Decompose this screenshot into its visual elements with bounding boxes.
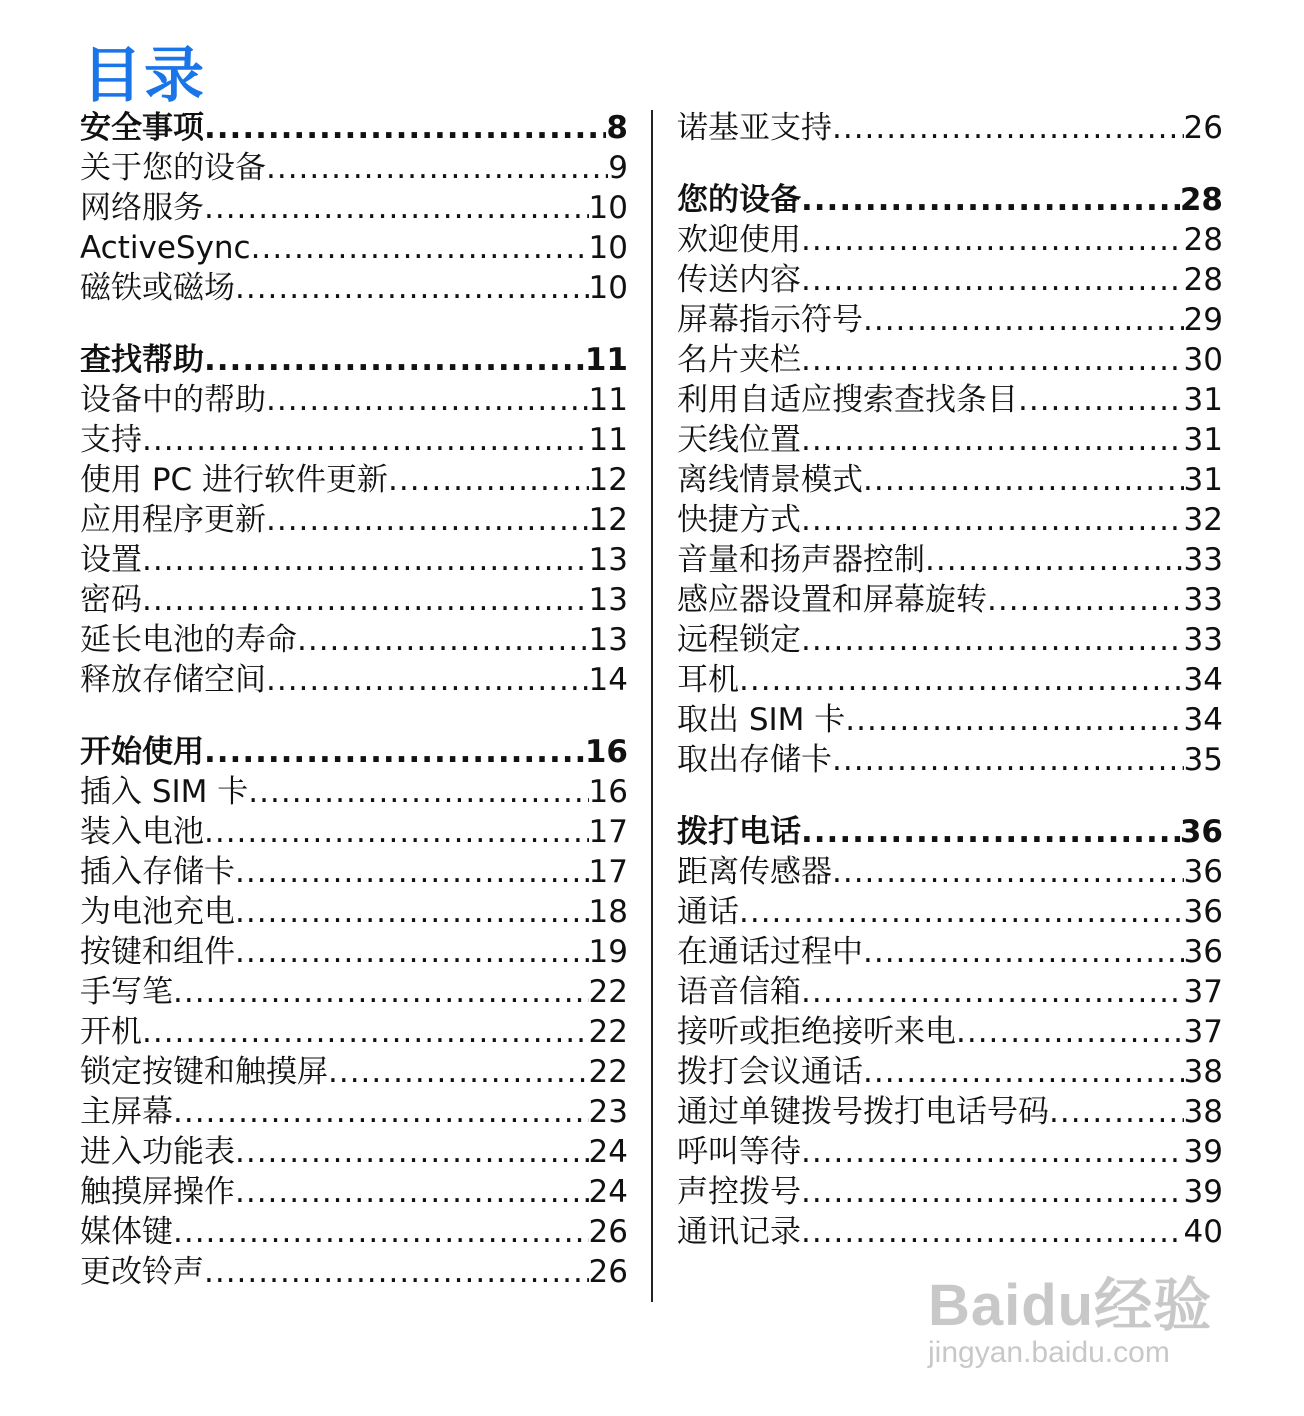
toc-entry[interactable] [80,460,628,500]
toc-entry-label: 安全事项 [80,110,204,146]
toc-entry-label: 音量和扬声器控制 [677,542,925,578]
dot-leader [266,660,589,700]
dot-leader [204,1252,589,1292]
toc-entry[interactable] [677,972,1223,1012]
toc-entry[interactable] [677,580,1223,620]
toc-entry-page-number: 33 [1183,542,1223,578]
toc-entry-label: 更改铃声 [80,1254,204,1290]
toc-entry[interactable] [677,740,1223,780]
toc-entry-page-number: 38 [1183,1094,1223,1130]
toc-entry-label: 为电池充电 [80,894,235,930]
toc-entry[interactable] [677,220,1223,260]
toc-entry[interactable] [80,580,628,620]
dot-leader [1018,380,1184,420]
dot-leader [204,108,606,148]
toc-entry-page-number: 16 [584,734,628,770]
toc-entry-page-number: 36 [1183,894,1223,930]
toc-entry-page-number: 37 [1183,1014,1223,1050]
toc-entry-page-number: 24 [588,1134,628,1170]
toc-entry[interactable] [80,660,628,700]
toc-entry-page-number: 23 [588,1094,628,1130]
dot-leader [388,460,589,500]
dot-leader [235,852,589,892]
toc-entry-page-number: 31 [1183,382,1223,418]
dot-leader [801,1132,1184,1172]
dot-leader [248,772,588,812]
dot-leader [801,260,1184,300]
toc-entry-page-number: 10 [588,270,628,306]
toc-entry[interactable] [677,660,1223,700]
toc-entry-label: 拨打会议通话 [677,1054,863,1090]
dot-leader [801,220,1184,260]
watermark-url: jingyan.baidu.com [928,1336,1170,1369]
dot-leader [801,500,1184,540]
toc-entry[interactable] [677,340,1223,380]
toc-entry-label: 距离传感器 [677,854,832,890]
dot-leader [266,148,608,188]
toc-entry[interactable] [677,1212,1223,1252]
toc-entry-label: 离线情景模式 [677,462,863,498]
toc-entry-label: 接听或拒绝接听来电 [677,1014,956,1050]
dot-leader [173,972,589,1012]
toc-entry[interactable] [677,620,1223,660]
toc-entry-label: 主屏幕 [80,1094,173,1130]
toc-entry[interactable] [677,932,1223,972]
dot-leader [142,420,589,460]
dot-leader [801,180,1180,220]
toc-entry-label: 插入 SIM 卡 [80,774,249,810]
toc-entry-page-number: 22 [588,1054,628,1090]
toc-entry-label: 天线位置 [677,422,801,458]
toc-entry[interactable] [677,1052,1223,1092]
toc-entry-label: 通话 [677,894,739,930]
toc-entry[interactable] [80,1212,628,1252]
toc-entry-page-number: 17 [588,854,628,890]
toc-entry[interactable] [80,1172,628,1212]
column-divider [651,110,653,1302]
toc-entry[interactable] [677,460,1223,500]
toc-entry-label: 欢迎使用 [677,222,801,258]
toc-entry[interactable] [80,772,628,812]
toc-entry-page-number: 38 [1183,1054,1223,1090]
dot-leader [801,972,1184,1012]
toc-entry[interactable] [80,228,628,268]
toc-entry[interactable] [80,1012,628,1052]
dot-leader [801,420,1184,460]
toc-entry-page-number: 8 [606,110,628,146]
toc-entry-page-number: 13 [588,542,628,578]
toc-entry[interactable] [677,1172,1223,1212]
toc-section-heading[interactable] [677,812,1223,852]
toc-entry-label: 设置 [80,542,142,578]
toc-entry-label: 关于您的设备 [80,150,266,186]
dot-leader [173,1092,589,1132]
toc-entry-page-number: 37 [1183,974,1223,1010]
dot-leader [739,660,1184,700]
toc-entry-page-number: 31 [1183,422,1223,458]
toc-section-heading[interactable] [677,180,1223,220]
dot-leader [142,580,589,620]
toc-entry-label: 远程锁定 [677,622,801,658]
toc-entry-page-number: 35 [1183,742,1223,778]
toc-entry[interactable] [677,1012,1223,1052]
toc-entry-label: 释放存储空间 [80,662,266,698]
toc-entry[interactable] [677,500,1223,540]
dot-leader [235,268,589,308]
toc-entry-page-number: 34 [1183,662,1223,698]
dot-leader [142,1012,589,1052]
dot-leader [328,1052,589,1092]
toc-entry-page-number: 26 [588,1254,628,1290]
toc-entry-page-number: 11 [588,382,628,418]
toc-entry-page-number: 18 [588,894,628,930]
dot-leader [801,620,1184,660]
toc-entry[interactable] [80,892,628,932]
toc-entry-label: 开机 [80,1014,142,1050]
toc-entry[interactable] [80,1052,628,1092]
toc-entry-page-number: 36 [1183,934,1223,970]
section-gap [80,700,628,732]
toc-entry-page-number: 10 [588,190,628,226]
toc-entry-label: 取出 SIM 卡 [677,702,846,738]
toc-entry[interactable] [677,852,1223,892]
dot-leader [801,340,1184,380]
toc-entry[interactable] [677,108,1223,148]
toc-entry-page-number: 14 [588,662,628,698]
dot-leader [204,340,585,380]
toc-entry[interactable] [80,852,628,892]
toc-entry-label: 屏幕指示符号 [677,302,863,338]
toc-entry-label: 媒体键 [80,1214,173,1250]
toc-entry-page-number: 31 [1183,462,1223,498]
toc-entry-page-number: 30 [1183,342,1223,378]
toc-entry-page-number: 13 [588,622,628,658]
toc-entry-label: 设备中的帮助 [80,382,266,418]
toc-entry-label: 拨打电话 [677,814,801,850]
dot-leader [863,1052,1184,1092]
toc-entry-page-number: 12 [588,502,628,538]
toc-entry[interactable] [80,1092,628,1132]
toc-entry-page-number: 34 [1183,702,1223,738]
toc-entry[interactable] [80,620,628,660]
dot-leader [832,740,1184,780]
toc-entry-label: 延长电池的寿命 [80,622,297,658]
toc-entry[interactable] [80,188,628,228]
toc-entry[interactable] [80,1252,628,1292]
toc-entry-page-number: 10 [588,230,628,266]
dot-leader [863,300,1184,340]
toc-entry-page-number: 40 [1183,1214,1223,1250]
toc-entry-page-number: 36 [1183,854,1223,890]
toc-entry[interactable] [80,380,628,420]
dot-leader [801,812,1180,852]
toc-entry-page-number: 39 [1183,1174,1223,1210]
toc-entry[interactable] [677,540,1223,580]
toc-entry-label: 支持 [80,422,142,458]
toc-entry[interactable] [80,540,628,580]
toc-entry-page-number: 32 [1183,502,1223,538]
dot-leader [173,1212,589,1252]
toc-right-column [677,108,1223,1252]
toc-entry-label: 使用 PC 进行软件更新 [80,462,389,498]
toc-entry-label: 查找帮助 [80,342,204,378]
toc-left-column [80,108,628,1292]
toc-section-heading[interactable] [80,108,628,148]
toc-entry-page-number: 28 [1183,262,1223,298]
dot-leader [845,700,1183,740]
toc-entry-label: 传送内容 [677,262,801,298]
toc-entry-label: 装入电池 [80,814,204,850]
toc-entry-label: 呼叫等待 [677,1134,801,1170]
toc-entry-page-number: 16 [588,774,628,810]
dot-leader [266,500,589,540]
toc-entry[interactable] [677,260,1223,300]
toc-entry[interactable] [677,892,1223,932]
toc-entry-page-number: 26 [588,1214,628,1250]
dot-leader [235,1172,589,1212]
dot-leader [801,1212,1184,1252]
toc-entry-label: 语音信箱 [677,974,801,1010]
dot-leader [1049,1092,1184,1132]
dot-leader [204,812,589,852]
dot-leader [925,540,1184,580]
toc-entry-label: 您的设备 [677,182,801,218]
section-gap [80,308,628,340]
toc-entry[interactable] [677,300,1223,340]
toc-entry[interactable] [677,1132,1223,1172]
dot-leader [204,188,589,228]
toc-entry-label: 进入功能表 [80,1134,235,1170]
dot-leader [739,892,1184,932]
toc-entry-label: 手写笔 [80,974,173,1010]
dot-leader [832,852,1184,892]
toc-entry-label: 按键和组件 [80,934,235,970]
toc-entry[interactable] [677,700,1223,740]
toc-entry-page-number: 28 [1183,222,1223,258]
toc-section-heading[interactable] [80,340,628,380]
toc-entry[interactable] [80,932,628,972]
toc-entry-page-number: 12 [588,462,628,498]
toc-entry-page-number: 22 [588,974,628,1010]
toc-entry[interactable] [80,420,628,460]
toc-entry-label: 密码 [80,582,142,618]
toc-entry-label: 利用自适应搜索查找条目 [677,382,1018,418]
toc-entry-label: 应用程序更新 [80,502,266,538]
toc-entry-label: 锁定按键和触摸屏 [80,1054,328,1090]
dot-leader [251,228,589,268]
toc-entry-page-number: 19 [588,934,628,970]
dot-leader [297,620,589,660]
section-gap [677,780,1223,812]
dot-leader [801,1172,1184,1212]
toc-entry-page-number: 24 [588,1174,628,1210]
dot-leader [235,932,589,972]
toc-entry-page-number: 9 [608,150,628,186]
toc-entry-page-number: 17 [588,814,628,850]
dot-leader [863,932,1184,972]
toc-entry-label: 声控拨号 [677,1174,801,1210]
toc-section-heading[interactable] [80,732,628,772]
toc-entry[interactable] [80,972,628,1012]
toc-entry-label: 快捷方式 [677,502,801,538]
toc-entry[interactable] [80,148,628,188]
page-title: 目录 [82,41,206,111]
watermark-logo: Baidu经验 [928,1273,1213,1338]
toc-entry-page-number: 39 [1183,1134,1223,1170]
toc-entry-label: 感应器设置和屏幕旋转 [677,582,987,618]
dot-leader [832,108,1184,148]
toc-entry-label: 名片夹栏 [677,342,801,378]
toc-entry-label: 耳机 [677,662,739,698]
toc-entry-label: ActiveSync [80,230,251,266]
toc-entry-page-number: 29 [1183,302,1223,338]
toc-entry-label: 插入存储卡 [80,854,235,890]
toc-entry-label: 取出存储卡 [677,742,832,778]
toc-entry-page-number: 36 [1179,814,1223,850]
toc-entry-page-number: 11 [584,342,628,378]
dot-leader [235,892,589,932]
toc-entry-label: 磁铁或磁场 [80,270,235,306]
toc-entry-label: 触摸屏操作 [80,1174,235,1210]
toc-entry[interactable] [677,1092,1223,1132]
toc-entry-page-number: 33 [1183,582,1223,618]
section-gap [677,148,1223,180]
toc-entry-label: 诺基亚支持 [677,110,832,146]
toc-entry[interactable] [677,380,1223,420]
toc-entry[interactable] [80,812,628,852]
toc-entry-label: 通讯记录 [677,1214,801,1250]
dot-leader [956,1012,1184,1052]
toc-entry-label: 开始使用 [80,734,204,770]
toc-entry-page-number: 33 [1183,622,1223,658]
toc-entry-page-number: 28 [1179,182,1223,218]
toc-entry-label: 在通话过程中 [677,934,863,970]
dot-leader [863,460,1184,500]
toc-entry-page-number: 22 [588,1014,628,1050]
toc-entry[interactable] [80,500,628,540]
dot-leader [235,1132,589,1172]
toc-entry-label: 网络服务 [80,190,204,226]
toc-entry[interactable] [80,1132,628,1172]
toc-entry-page-number: 11 [588,422,628,458]
toc-entry-page-number: 26 [1183,110,1223,146]
dot-leader [266,380,589,420]
toc-entry[interactable] [677,420,1223,460]
dot-leader [987,580,1184,620]
dot-leader [142,540,589,580]
toc-entry-page-number: 13 [588,582,628,618]
toc-entry-label: 通过单键拨号拨打电话号码 [677,1094,1049,1130]
toc-entry[interactable] [80,268,628,308]
dot-leader [204,732,585,772]
baidu-watermark [928,1258,1228,1368]
